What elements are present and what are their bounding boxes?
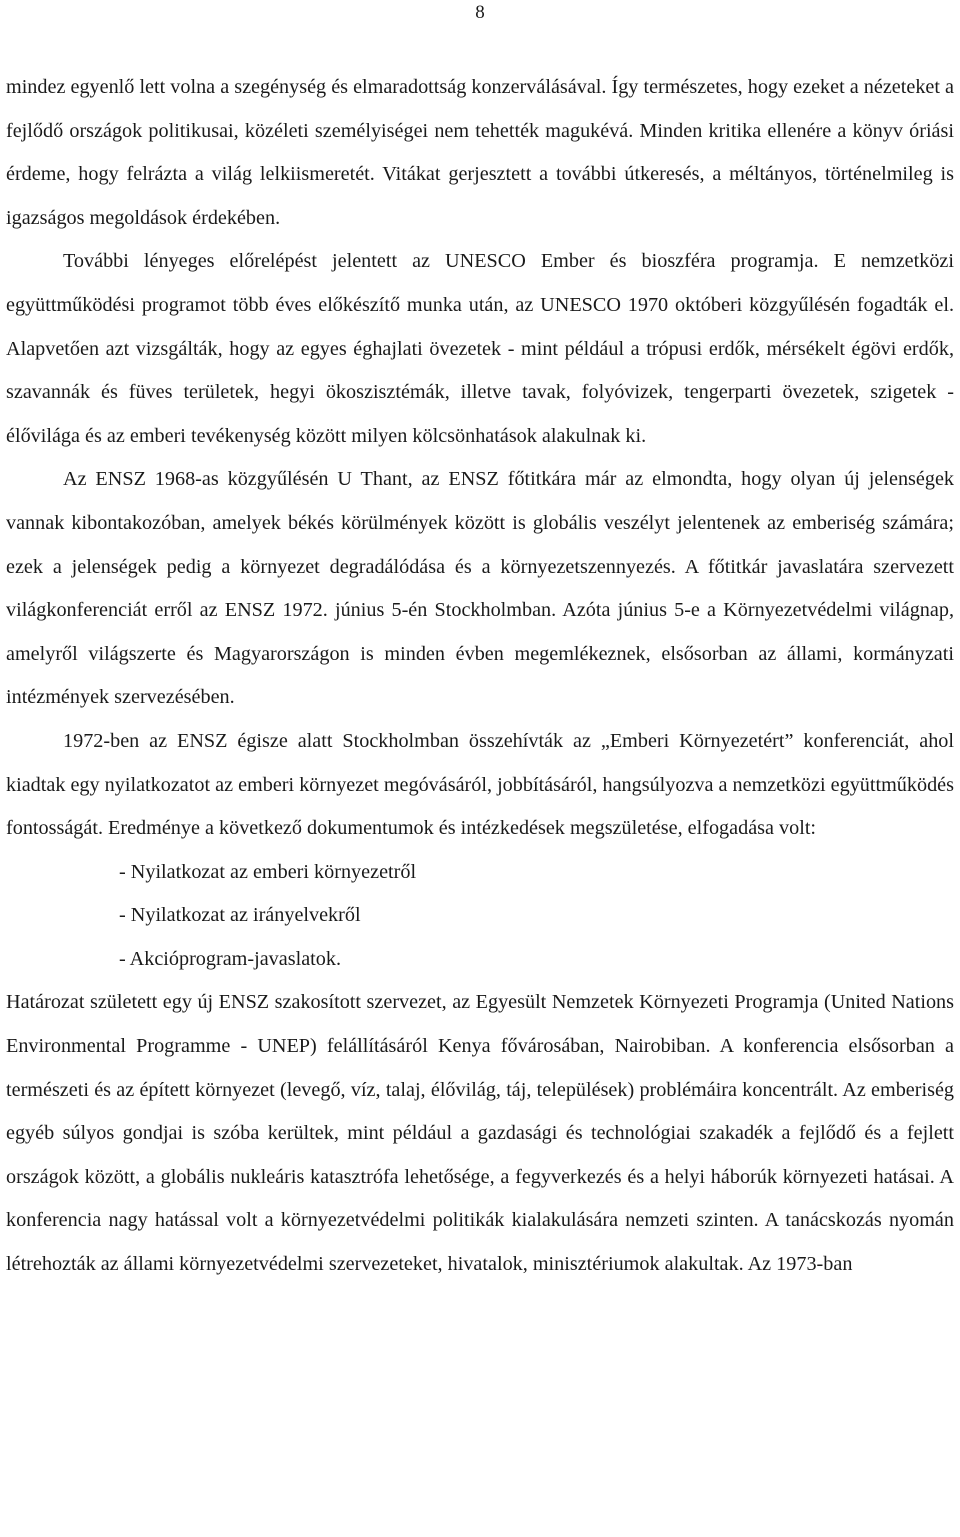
list-item: - Nyilatkozat az emberi környezetről [119, 860, 417, 883]
document-list [6, 851, 954, 982]
paragraph-unesco: További lényeges előrelépést jelentett az UNESCO Ember és bioszféra programja. E nemzetközi együttműködési programot több éves előkészítő munka után, az UNESCO 1970 októberi közgyűlésén fogadták el. Alapvetően azt vizsgálták, hogy az egyes éghajlati övezetek - mint például a trópusi erdők, mérsékelt égövi erdők, szavannák és füves területek, hegyi ökoszisztémák, illetve tavak, folyóvizek, tengerparti övezetek, szigetek - élővilága és az emberi tevékenység között milyen kölcsönhatások alakulnak ki. [6, 250, 954, 447]
paragraph-continuation: mindez egyenlő lett volna a szegénység és elmaradottság konzerválásával. Így természetes, hogy ezeket a nézeteket a fejlődő országok politikusai, közéleti személyiségei nem tehették magukévá. Minden kritika ellenére a könyv óriási érdeme, hogy felrázta a világ lelkiismeretét. Vitákat gerjesztett a további útkeresés, a méltányos, történelmileg is igazságos megoldások érdekében. [6, 76, 954, 229]
page-number: 8 [475, 2, 485, 23]
list-item: - Akcióprogram-javaslatok. [119, 947, 341, 970]
list-item: - Nyilatkozat az irányelvekről [119, 904, 361, 927]
paragraph-stockholm-1972: 1972-ben az ENSZ égisze alatt Stockholmban összehívták az „Emberi Környezetért” konferenciát, ahol kiadtak egy nyilatkozatot az emberi környezet megóvásáról, jobbításáról, hangsúlyozva a nemzetközi együttműködés fontosságát. Eredménye a következő dokumentumok és intézkedések megszületése, elfogadása volt: [6, 729, 954, 840]
paragraph-u-thant: Az ENSZ 1968-as közgyűlésén U Thant, az ENSZ főtitkára már az elmondta, hogy olyan új jelenségek vannak kibontakozóban, amelyek békés körülmények között is globális veszélyt jelentenek az emberiség számára; ezek a jelenségek pedig a környezet degradálódása és a környezetszennyezés. A főtitkár javaslatára szervezett világkonferenciát erről az ENSZ 1972. június 5-én Stockholmban. Azóta június 5-e a Környezetvédelmi világnap, amelyről világszerte és Magyarországon is minden évben megemlékeznek, elsősorban az állami, kormányzati intézmények szervezésében. [6, 468, 954, 709]
document-body [6, 66, 954, 1287]
paragraph-unep: Határozat született egy új ENSZ szakosított szervezet, az Egyesült Nemzetek Környezeti Programja (United Nations Environmental Programme - UNEP) felállításáról Kenya fővárosában, Nairobiban. A konferencia elsősorban a természeti és az épített környezet (levegő, víz, talaj, élővilág, táj, települések) problémáira koncentrált. Az emberiség egyéb súlyos gondjai is szóba kerültek, mint például a gazdasági és technológiai szakadék a fejlődő és a fejlett országok között, a globális nukleáris katasztrófa lehetősége, a fegyverkezés és a helyi háborúk környezeti hatásai. A konferencia nagy hatással volt a környezetvédelmi politikák kialakulására nemzeti szinten. A tanácskozás nyomán létrehozták az állami környezetvédelmi szervezeteket, hivatalok, minisztériumok alakultak. Az 1973-ban [6, 991, 954, 1276]
